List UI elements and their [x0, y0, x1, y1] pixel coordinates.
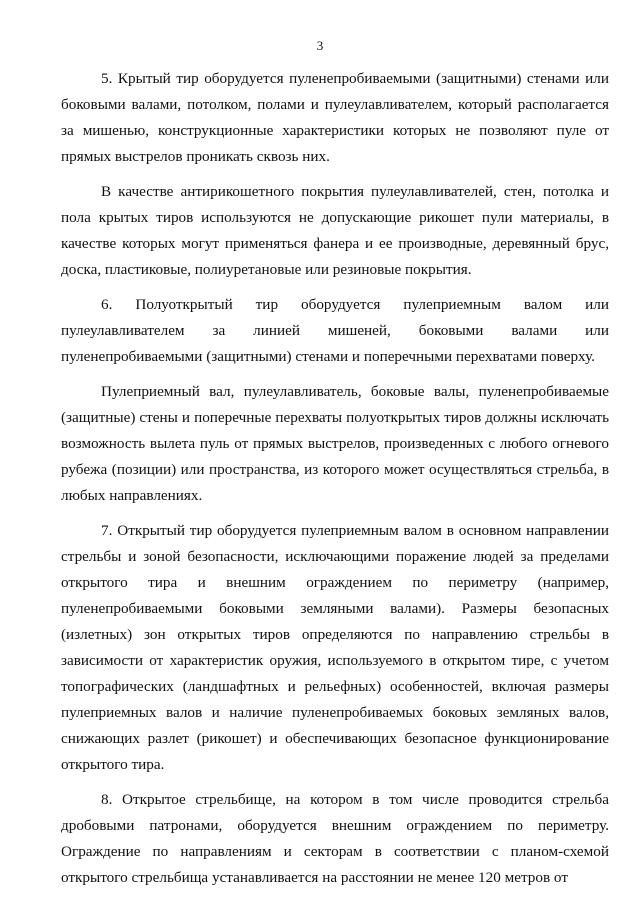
page-number: 3: [316, 38, 324, 53]
paragraph-clause-8: 8. Открытое стрельбище, на котором в том числе проводится стрельба дробовыми патронами, оборудуется внешним ограждением по периметру. Ограждение по направлениям и секторам в соответствии с планом-схемой открытого стрельбища устанавливается на расстоянии не менее 120 метров от: [61, 791, 609, 886]
paragraph-antiricochet-coating: В качестве антирикошетного покрытия пулеулавливателей, стен, потолка и пола крытых тиров используются не допускающие рикошет пули материалы, в качестве которых могут применяться фанера и ее производные, деревянный брус, доска, пластиковые, полиуретановые или резиновые покрытия.: [61, 183, 609, 278]
document-body: [61, 66, 609, 900]
paragraph-clause-7: 7. Открытый тир оборудуется пулеприемным валом в основном направлении стрельбы и зоной безопасности, исключающими поражение людей за пределами открытого тира и внешним ограждением по периметру (например, пуленепробиваемыми боковыми земляными валами). Размеры безопасных (излетных) зон открытых тиров определяются по направлению стрельбы в зависимости от характеристик оружия, используемого в открытом тире, с учетом топографических (ландшафтных и рельефных) особенностей, включая размеры пулеприемных валов и наличие пуленепробиваемых боковых земляных валов, снижающих разлет (рикошет) и обеспечивающих безопасное функционирование открытого тира.: [61, 522, 609, 773]
paragraph-clause-5: 5. Крытый тир оборудуется пуленепробиваемыми (защитными) стенами или боковыми валами, потолком, полами и пулеулавливателем, который располагается за мишенью, конструкционные характеристики которых не позволяют пуле от прямых выстрелов проникать сквозь них.: [61, 70, 609, 165]
paragraph-semi-open-range-requirements: Пулеприемный вал, пулеулавливатель, боковые валы, пуленепробиваемые (защитные) стены и поперечные перехваты полуоткрытых тиров должны исключать возможность вылета пуль от прямых выстрелов, произведенных с любого огневого рубежа (позиции) или пространства, из которого может осуществляться стрельба, в любых направлениях.: [61, 383, 609, 504]
paragraph-clause-6: 6. Полуоткрытый тир оборудуется пулеприемным валом или пулеулавливателем за линией мишеней, боковыми валами или пуленепробиваемыми (защитными) стенами и поперечными перехватами поверху.: [61, 296, 609, 365]
